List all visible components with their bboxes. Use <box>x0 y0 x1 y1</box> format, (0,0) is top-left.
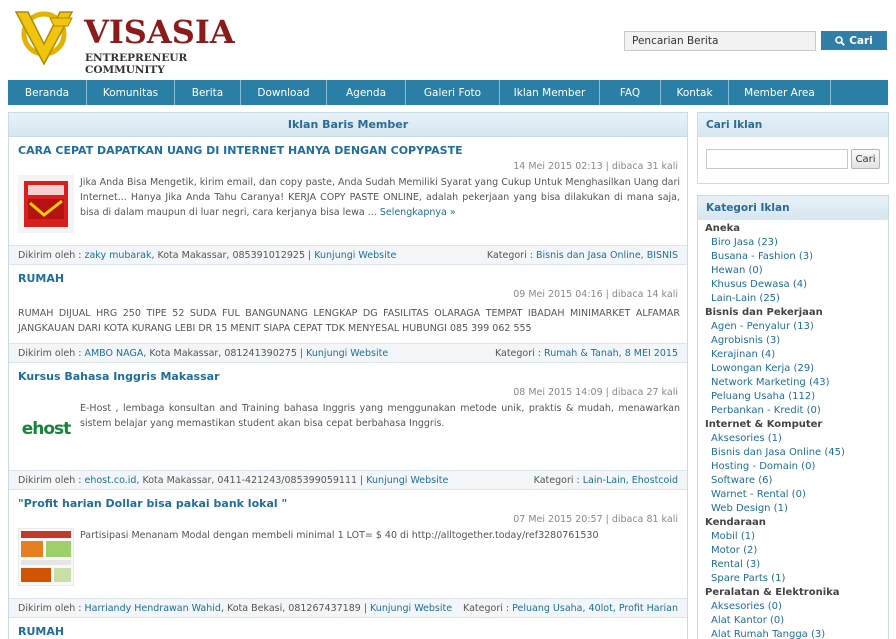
nav-item-komunitas[interactable]: Komunitas <box>87 80 175 105</box>
listing-date: 07 Mei 2015 20:57 | dibaca 81 kali <box>513 514 678 525</box>
categories-box <box>697 195 889 639</box>
nav-item-beranda[interactable]: Beranda <box>8 80 87 105</box>
listing-description: Partisipasi Menanam Modal dengan membeli minimal 1 LOT= $ 40 di http://alltogether.today/ref3280761530 <box>80 530 599 541</box>
category-label: Kategori : <box>486 249 536 261</box>
listing-footer <box>9 470 687 489</box>
listing-description: E-Host , lembaga konsultan and Training bahasa Inggris yang menggunakan metode unik, praktis & mudah, menawarkan sistem belajar yang memastikan student akan bisa cepat berbahasa Inggris. <box>80 403 680 429</box>
listing-item <box>9 618 687 639</box>
read-more-link[interactable]: Selengkapnya » <box>379 207 456 218</box>
category-label: Kategori : <box>494 347 545 359</box>
nav-item-faq[interactable]: FAQ <box>600 80 661 105</box>
listing-title[interactable]: CARA CEPAT DAPATKAN UANG DI INTERNET HANYA DENGAN COPYPASTE <box>18 144 463 157</box>
listing-title[interactable]: RUMAH <box>18 272 65 285</box>
sender-info: , Kota Bekasi, 081267437189 | <box>220 602 371 614</box>
nav-item-download[interactable]: Download <box>241 80 327 105</box>
listing-date: 09 Mei 2015 04:16 | dibaca 14 kali <box>513 289 678 300</box>
category-link[interactable]: Warnet - Rental (0) <box>711 489 806 500</box>
search-button-label: Cari <box>849 34 873 47</box>
listing-description-text: Jika Anda Bisa Mengetik, kirim email, dan copy paste, Anda Sudah Memiliki Syarat yang Cukup Untuk Menghasilkan Uang dari Internet... Hanya Jika Anda Tahu Caranya! KERJA COPY PASTE ONLINE, adalah pekerjaan yang bisa dilakukan di mana saja, bisa di dalam maupun di luar negri, cara kerjanya bisa lewa ... <box>80 177 680 218</box>
category-link[interactable]: Kerajinan (4) <box>711 349 776 360</box>
category-link[interactable]: Perbankan - Kredit (0) <box>711 405 821 416</box>
category-link[interactable]: Web Design (1) <box>711 503 788 514</box>
listing-category <box>495 348 678 359</box>
nav-item-galeri-foto[interactable]: Galeri Foto <box>406 80 500 105</box>
ehost-logo-text: ehost <box>21 419 71 439</box>
sender-label: Dikirim oleh : <box>18 602 85 614</box>
category-link[interactable]: Alat Kantor (0) <box>711 615 785 626</box>
listing-sender <box>18 603 452 614</box>
search-ads-title: Cari Iklan <box>698 113 888 137</box>
category-link[interactable]: Aksesories (1) <box>711 433 782 444</box>
logo-tagline: ENTREPRENEUR COMMUNITY <box>85 52 188 76</box>
listing-sender <box>18 348 388 359</box>
panel-title: Iklan Baris Member <box>9 113 687 137</box>
listing-footer <box>9 343 687 362</box>
category-link[interactable]: Software (6) <box>711 475 773 486</box>
category-link[interactable]: Agen - Penyalur (13) <box>711 321 814 332</box>
listing-title[interactable]: "Profit harian Dollar bisa pakai bank lokal " <box>18 497 288 510</box>
sender-link[interactable]: ehost.co.id <box>84 474 137 486</box>
main-nav <box>8 80 888 105</box>
classifieds-panel <box>8 112 688 639</box>
category-link[interactable]: Spare Parts (1) <box>711 573 786 584</box>
search-ads-box <box>697 112 889 184</box>
nav-item-iklan-member[interactable]: Iklan Member <box>500 80 600 105</box>
listing-title[interactable]: Kursus Bahasa Inggris Makassar <box>18 370 220 383</box>
category-link[interactable]: Alat Rumah Tangga (3) <box>711 629 826 639</box>
listing-footer <box>9 245 687 264</box>
listing-thumbnail[interactable] <box>18 400 74 458</box>
listing-sender <box>18 475 448 486</box>
listing-category <box>534 475 678 486</box>
categories-title: Kategori Iklan <box>698 196 888 220</box>
sender-link[interactable]: zaky mubarak <box>84 249 152 261</box>
listing-category <box>463 603 678 614</box>
listing-item <box>9 265 687 363</box>
nav-item-berita[interactable]: Berita <box>175 80 241 105</box>
sender-info: , Kota Makassar, 0411-421243/085399059111 | <box>136 474 367 486</box>
listing-date: 08 Mei 2015 14:09 | dibaca 27 kali <box>513 387 678 398</box>
sender-info: , Kota Makassar, 081241390275 | <box>143 347 307 359</box>
category-link[interactable]: Agrobisnis (3) <box>711 335 781 346</box>
listing-date: 14 Mei 2015 02:13 | dibaca 31 kali <box>513 161 678 172</box>
category-group-aneka: Aneka <box>705 223 741 234</box>
nav-item-agenda[interactable]: Agenda <box>327 80 406 105</box>
category-link[interactable]: Motor (2) <box>711 545 758 556</box>
website-link[interactable]: Kunjungi Website <box>366 474 449 486</box>
website-link[interactable]: Kunjungi Website <box>314 249 397 261</box>
nav-item-kontak[interactable]: Kontak <box>661 80 729 105</box>
website-link[interactable]: Kunjungi Website <box>306 347 389 359</box>
listing-title[interactable]: RUMAH <box>18 625 65 638</box>
category-group-peralatan: Peralatan & Elektronika <box>705 587 840 598</box>
listing-thumbnail[interactable] <box>18 528 74 586</box>
listing-sender <box>18 250 396 261</box>
listing-item <box>9 137 687 265</box>
category-link[interactable]: Peluang Usaha (112) <box>711 391 816 402</box>
category-link[interactable]: Peluang Usaha, 40lot, Profit Harian <box>512 602 678 614</box>
listing-category <box>487 250 678 261</box>
category-link[interactable]: Rental (3) <box>711 559 761 570</box>
listing-footer <box>9 598 687 617</box>
category-link[interactable]: Hewan (0) <box>711 265 763 276</box>
listing-description: RUMAH DIJUAL HRG 250 TIPE 52 SUDA FUL BANGUNANG LENGKAP DG FASILITAS OLARAGA TEMPAT IBADAH MINIMARKET ALFAMAR JANGKAUAN DARI KOTA KURANG LEBI DR 15 MENIT SIAPA CEPAT TDK MENYESAL HUBUNGI 085 399 062 555 <box>18 308 680 334</box>
listing-item <box>9 363 687 490</box>
category-link[interactable]: Lain-Lain (25) <box>711 293 780 304</box>
category-link[interactable]: Network Marketing (43) <box>711 377 830 388</box>
sender-link[interactable]: Harriandy Hendrawan Wahid <box>84 602 221 614</box>
category-group-internet: Internet & Komputer <box>705 419 823 430</box>
category-link[interactable]: Mobil (1) <box>711 531 755 542</box>
category-link[interactable]: Hosting - Domain (0) <box>711 461 816 472</box>
news-search-input[interactable] <box>624 31 816 51</box>
sender-label: Dikirim oleh : <box>18 474 85 486</box>
listing-description <box>80 175 680 220</box>
nav-item-member-area[interactable]: Member Area <box>729 80 831 105</box>
category-group-bisnis: Bisnis dan Pekerjaan <box>705 307 823 318</box>
category-group-kendaraan: Kendaraan <box>705 517 766 528</box>
category-list <box>698 220 888 639</box>
listing-thumbnail[interactable] <box>18 175 74 233</box>
category-link[interactable]: Bisnis dan Jasa Online, BISNIS <box>535 249 678 261</box>
category-link[interactable]: Lain-Lain, Ehostcoid <box>582 474 678 486</box>
sender-label: Dikirim oleh : <box>18 347 85 359</box>
logo-brand-text: VISASIA <box>84 13 235 51</box>
logo-emblem-icon <box>14 8 84 70</box>
ad-search-button[interactable]: Cari <box>851 149 880 169</box>
category-link[interactable]: Lowongan Kerja (29) <box>711 363 815 374</box>
category-label: Kategori : <box>533 474 583 486</box>
category-link[interactable]: Rumah & Tanah, 8 MEI 2015 <box>544 347 678 359</box>
ad-search-input[interactable] <box>706 149 848 169</box>
listing-item <box>9 490 687 618</box>
site-logo[interactable] <box>14 8 244 76</box>
category-label: Kategori : <box>463 602 513 614</box>
category-link[interactable]: Aksesories (0) <box>711 601 782 612</box>
website-link[interactable]: Kunjungi Website <box>370 602 453 614</box>
category-link[interactable]: Biro Jasa (23) <box>711 237 778 248</box>
sender-label: Dikirim oleh : <box>18 249 85 261</box>
sender-info: , Kota Makassar, 085391012925 | <box>151 249 315 261</box>
search-icon <box>835 36 845 46</box>
search-button[interactable] <box>821 31 887 50</box>
category-link[interactable]: Bisnis dan Jasa Online (45) <box>711 447 845 458</box>
sender-link[interactable]: AMBO NAGA <box>84 347 144 359</box>
category-link[interactable]: Busana - Fashion (3) <box>711 251 814 262</box>
category-link[interactable]: Khusus Dewasa (4) <box>711 279 808 290</box>
